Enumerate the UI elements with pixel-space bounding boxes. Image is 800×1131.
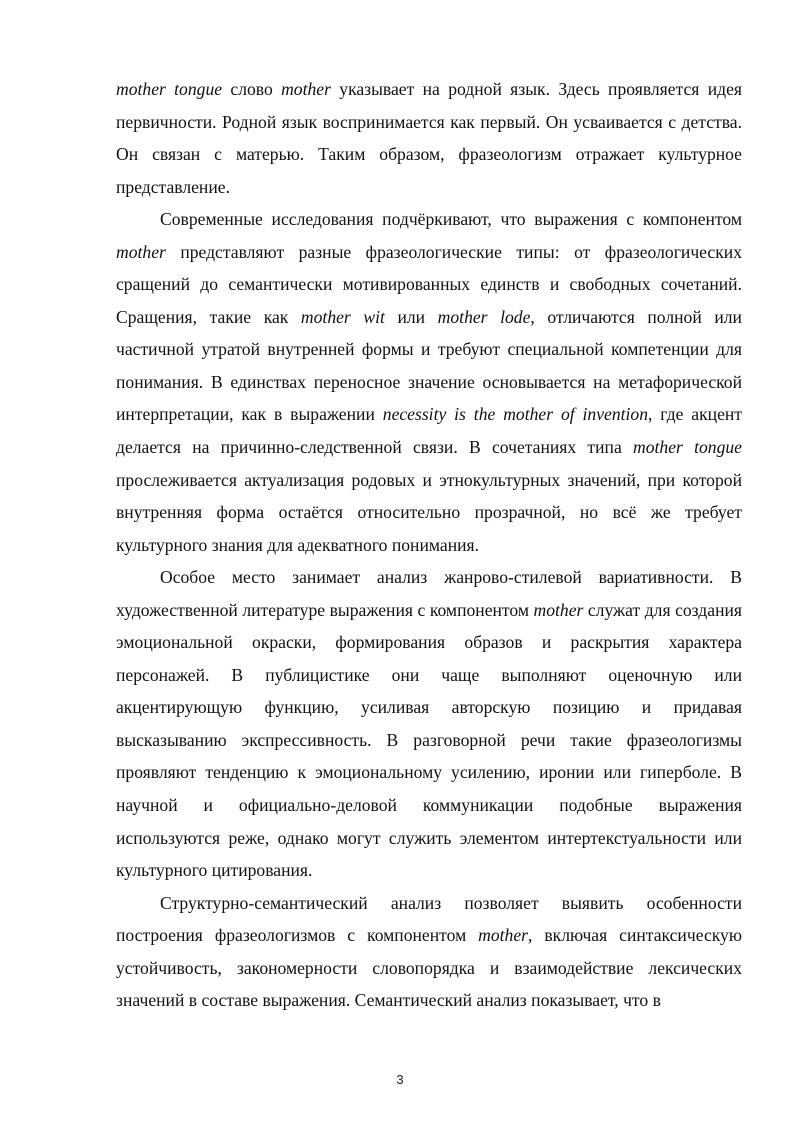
paragraph-2-run-7: , отличаются полной или частичной утратой внутренней формы и требуют специальной компетенции для понимания. В единствах переносное значение основывается на метафорической интерпретации, как в выражении [116,306,742,425]
paragraph-4-run-3: , включая синтаксическую устойчивость, закономерности словопорядка и взаимодействие лексических значений в составе выражения. Семантический анализ показывает, что в [116,925,742,1011]
paragraph-4-run-1: Структурно-семантический анализ позволяет выявить особенности построения фразеологизмов с компонентом [116,892,742,946]
paragraph-2-run-3: представляют разные фразеологические типы: от фразеологических сращений до семантически мотивированных единств и свободных сочетаний. Сращения, такие как [116,241,742,327]
paragraph-2-run-11: прослеживается актуализация родовых и этнокультурных значений, при которой внутренняя форма остаётся относительно прозрачной, но всё же требует культурного знания для адекватного понимания. [116,469,742,555]
paragraph-1-run-2: слово [222,79,282,99]
paragraph-3-run-1: Особое место занимает анализ жанрово-стилевой вариативности. В художественной литературе выражения с компонентом [116,567,742,620]
paragraph-3 [116,561,742,886]
paragraph-2-run-5: или [384,306,438,327]
paragraph-2-run-1: Современные исследования подчёркивают, что выражения с компонентом [160,209,742,230]
paragraph-1-run-4: указывает на родной язык. Здесь проявляется идея первичности. Родной язык воспринимается как первый. Он усваивается с детства. Он связан с матерью. Таким образом, фразеологизм отражает культурное представление. [116,79,742,197]
paragraph-1-run-1: mother tongue [116,79,223,99]
paragraph-2-run-8: necessity is the mother of invention [382,404,648,425]
document-page [116,73,742,1017]
paragraph-1-run-3: mother [281,79,331,99]
paragraph-3-run-3: служат для создания эмоциональной окраски, формирования образов и раскрытия характера персонажей. В публицистике они чаще выполняют оценочную или акцентирующую функцию, усиливая авторскую позицию и придавая высказыванию экспрессивность. В разговорной речи такие фразеологизмы проявляют тенденцию к эмоциональному усилению, иронии или гиперболе. В научной и официально-деловой коммуникации подобные выражения используются реже, однако могут служить элементом интертекстуальности или культурного цитирования. [116,599,742,881]
paragraph-2-run-4: mother wit [300,306,385,327]
paragraph-1 [116,73,742,203]
paragraph-2-run-2: mother [116,241,166,262]
paragraph-2 [116,203,742,561]
paragraph-4-run-2: mother [478,925,528,946]
page-number: 3 [396,1072,404,1087]
paragraph-2-run-6: mother lode [437,306,531,327]
paragraph-4 [116,887,742,1017]
paragraph-2-run-10: mother tongue [633,437,742,458]
paragraph-2-run-9: , где акцент делается на причинно-следственной связи. В сочетаниях типа [116,404,742,458]
paragraph-3-run-2: mother [533,599,584,620]
